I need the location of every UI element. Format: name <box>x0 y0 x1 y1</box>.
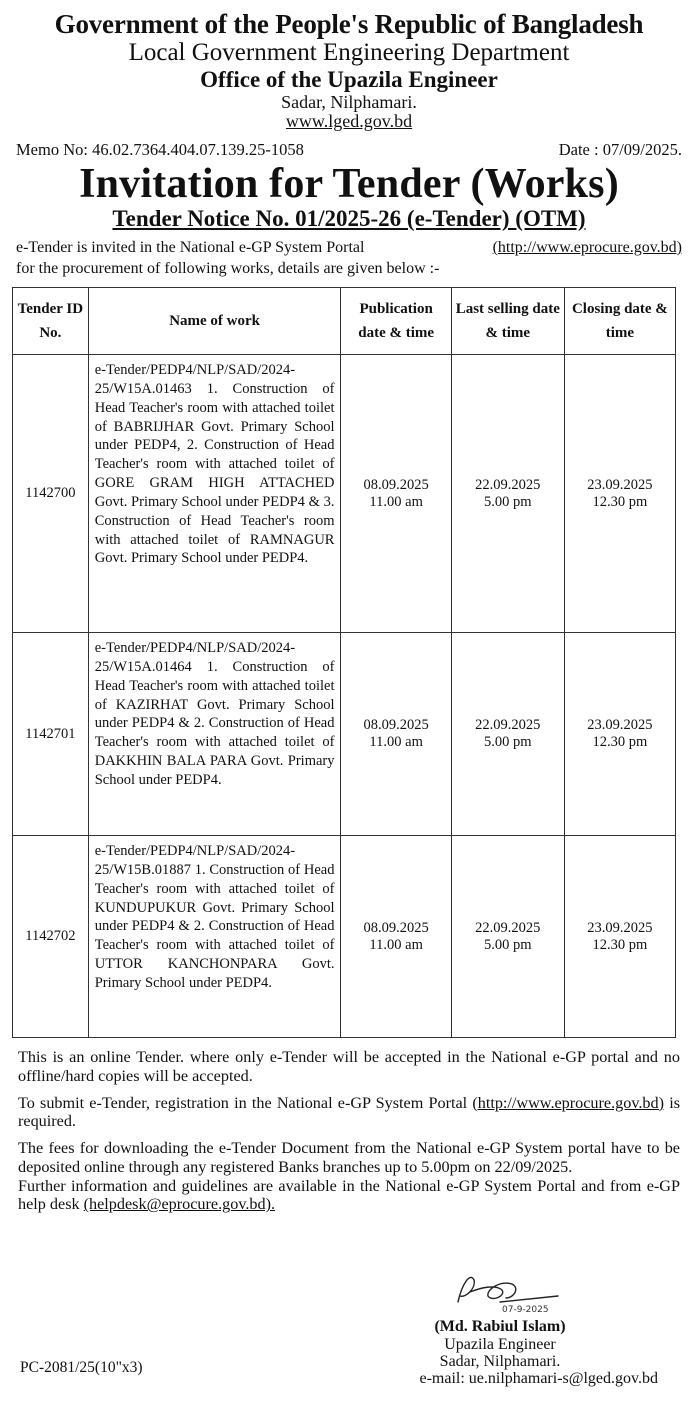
publication-date: 08.09.2025 <box>363 476 429 493</box>
signatory-block <box>350 1318 650 1371</box>
registration-suffix: is required. <box>18 1093 681 1131</box>
tender-id-cell: 1142701 <box>13 633 89 836</box>
work-cell: e-Tender/PEDP4/NLP/SAD/2024-25/W15A.01464 1. Construction of Head Teacher's room with attached toilet of KAZIRHAT Govt. Primary School under PEDP4 & 2. Construction of Head Teacher's room with attached toilet of DAKKHIN BALA PARA Govt. Primary School under PEDP4. <box>88 633 341 836</box>
helpdesk-email-link[interactable]: (helpdesk@eprocure.gov.bd). <box>83 1195 276 1214</box>
note-online-only: This is an online Tender. where only e-Tender will be accepted in the National e-GP portal and no offline/hard copies will be accepted. <box>18 1048 680 1085</box>
last-selling-date: 22.09.2025 <box>475 919 541 936</box>
closing-time: 12.30 pm <box>592 936 648 953</box>
header-last-selling: Last selling date & time <box>451 288 564 355</box>
office-address: Sadar, Nilphamari. <box>281 91 417 112</box>
pc-code: PC-2081/25(10"x3) <box>20 1359 143 1376</box>
last-selling-time: 5.00 pm <box>484 734 532 750</box>
tender-notice-number: Tender Notice No. 01/2025-26 (e-Tender) (OTM) <box>112 206 586 231</box>
signature-image <box>440 1262 570 1320</box>
signatory-name: (Md. Rabiul Islam) <box>434 1318 566 1335</box>
closing-cell <box>564 836 675 1038</box>
publication-date: 08.09.2025 <box>363 717 429 733</box>
header-name-of-work: Name of work <box>88 288 341 355</box>
table-header-row <box>13 288 676 355</box>
office-name: Office of the Upazila Engineer <box>200 66 498 92</box>
note-registration <box>18 1094 680 1132</box>
header-publication: Publication date & time <box>341 288 451 355</box>
note-fees: The fees for downloading the e-Tender Document from the National e-GP System portal have to be deposited online through any registered Banks branches up to 5.00pm on 22/09/2025. <box>18 1139 680 1176</box>
closing-cell <box>564 355 675 633</box>
letterhead <box>0 10 698 131</box>
last-selling-date: 22.09.2025 <box>475 717 541 733</box>
government-name: Government of the People's Republic of Bangladesh <box>54 9 644 39</box>
notice-title: Invitation for Tender (Works) <box>79 161 619 207</box>
signature-date: 07-9-2025 <box>502 1305 549 1315</box>
note-further-info <box>18 1177 680 1215</box>
last-selling-cell <box>451 836 564 1038</box>
tender-id-cell: 1142702 <box>13 836 89 1038</box>
publication-date: 08.09.2025 <box>363 919 429 936</box>
portal-link[interactable]: (http://www.eprocure.gov.bd) <box>492 239 682 256</box>
memo-number: Memo No: 46.02.7364.404.07.139.25-1058 <box>16 140 304 159</box>
further-info-text: Further information and guidelines are available in the National e-GP System Portal and from e-GP help desk <box>18 1176 680 1214</box>
memo-row <box>16 140 682 160</box>
intro-line-2: for the procurement of following works, details are given below :- <box>16 259 440 277</box>
last-selling-time: 5.00 pm <box>484 936 532 953</box>
closing-time: 12.30 pm <box>592 734 648 750</box>
header-closing: Closing date & time <box>564 288 675 355</box>
work-cell: e-Tender/PEDP4/NLP/SAD/2024-25/W15B.01887 1. Construction of Head Teacher's room with attached toilet of KUNDUPUKUR Govt. Primary School under PEDP4 & 2. Construction of Head Teacher's room with attached toilet of UTTOR KANCHONPARA Govt. Primary School under PEDP4. <box>88 836 341 1038</box>
registration-text: To submit e-Tender, registration in the National e-GP System Portal <box>18 1093 468 1112</box>
website-link[interactable]: www.lged.gov.bd <box>285 110 413 131</box>
department-name: Local Government Engineering Department <box>128 39 570 67</box>
signatory-location: Sadar, Nilphamari. <box>439 1353 561 1371</box>
closing-cell <box>564 633 675 836</box>
header-tender-id: Tender ID No. <box>13 288 89 355</box>
closing-date: 23.09.2025 <box>587 919 653 936</box>
intro-paragraph <box>16 238 682 280</box>
publication-cell <box>341 355 451 633</box>
tender-table <box>12 287 676 1038</box>
last-selling-date: 22.09.2025 <box>475 476 541 493</box>
table-row <box>13 355 676 633</box>
signatory-designation: Upazila Engineer <box>444 1335 556 1353</box>
registration-portal-link[interactable]: (http://www.eprocure.gov.bd) <box>472 1093 665 1112</box>
last-selling-cell <box>451 633 564 836</box>
last-selling-time: 5.00 pm <box>484 493 532 510</box>
table-row <box>13 836 676 1038</box>
publication-time: 11.00 am <box>369 734 423 750</box>
signatory-email: e-mail: ue.nilphamari-s@lged.gov.bd <box>419 1370 658 1387</box>
closing-date: 23.09.2025 <box>587 476 653 493</box>
tender-notes <box>18 1048 680 1222</box>
publication-time: 11.00 am <box>369 493 423 510</box>
intro-line-1: e-Tender is invited in the National e-GP System Portal <box>16 239 365 256</box>
closing-date: 23.09.2025 <box>587 717 653 733</box>
closing-time: 12.30 pm <box>592 493 648 510</box>
memo-date: Date : 07/09/2025. <box>558 140 682 159</box>
publication-cell <box>341 633 451 836</box>
last-selling-cell <box>451 355 564 633</box>
work-cell: e-Tender/PEDP4/NLP/SAD/2024-25/W15A.01463 1. Construction of Head Teacher's room with attached toilet of BABRIJHAR Govt. Primary School under PEDP4, 2. Construction of Head Teacher's room with attached toilet of GORE GRAM HIGH ATTACHED Govt. Primary School under PEDP4 & 3. Construction of Head Teacher's room with attached toilet of RAMNAGUR Govt. Primary School under PEDP4. <box>88 355 341 633</box>
publication-cell <box>341 836 451 1038</box>
tender-id-cell: 1142700 <box>13 355 89 633</box>
publication-time: 11.00 am <box>369 936 423 953</box>
table-row <box>13 633 676 836</box>
